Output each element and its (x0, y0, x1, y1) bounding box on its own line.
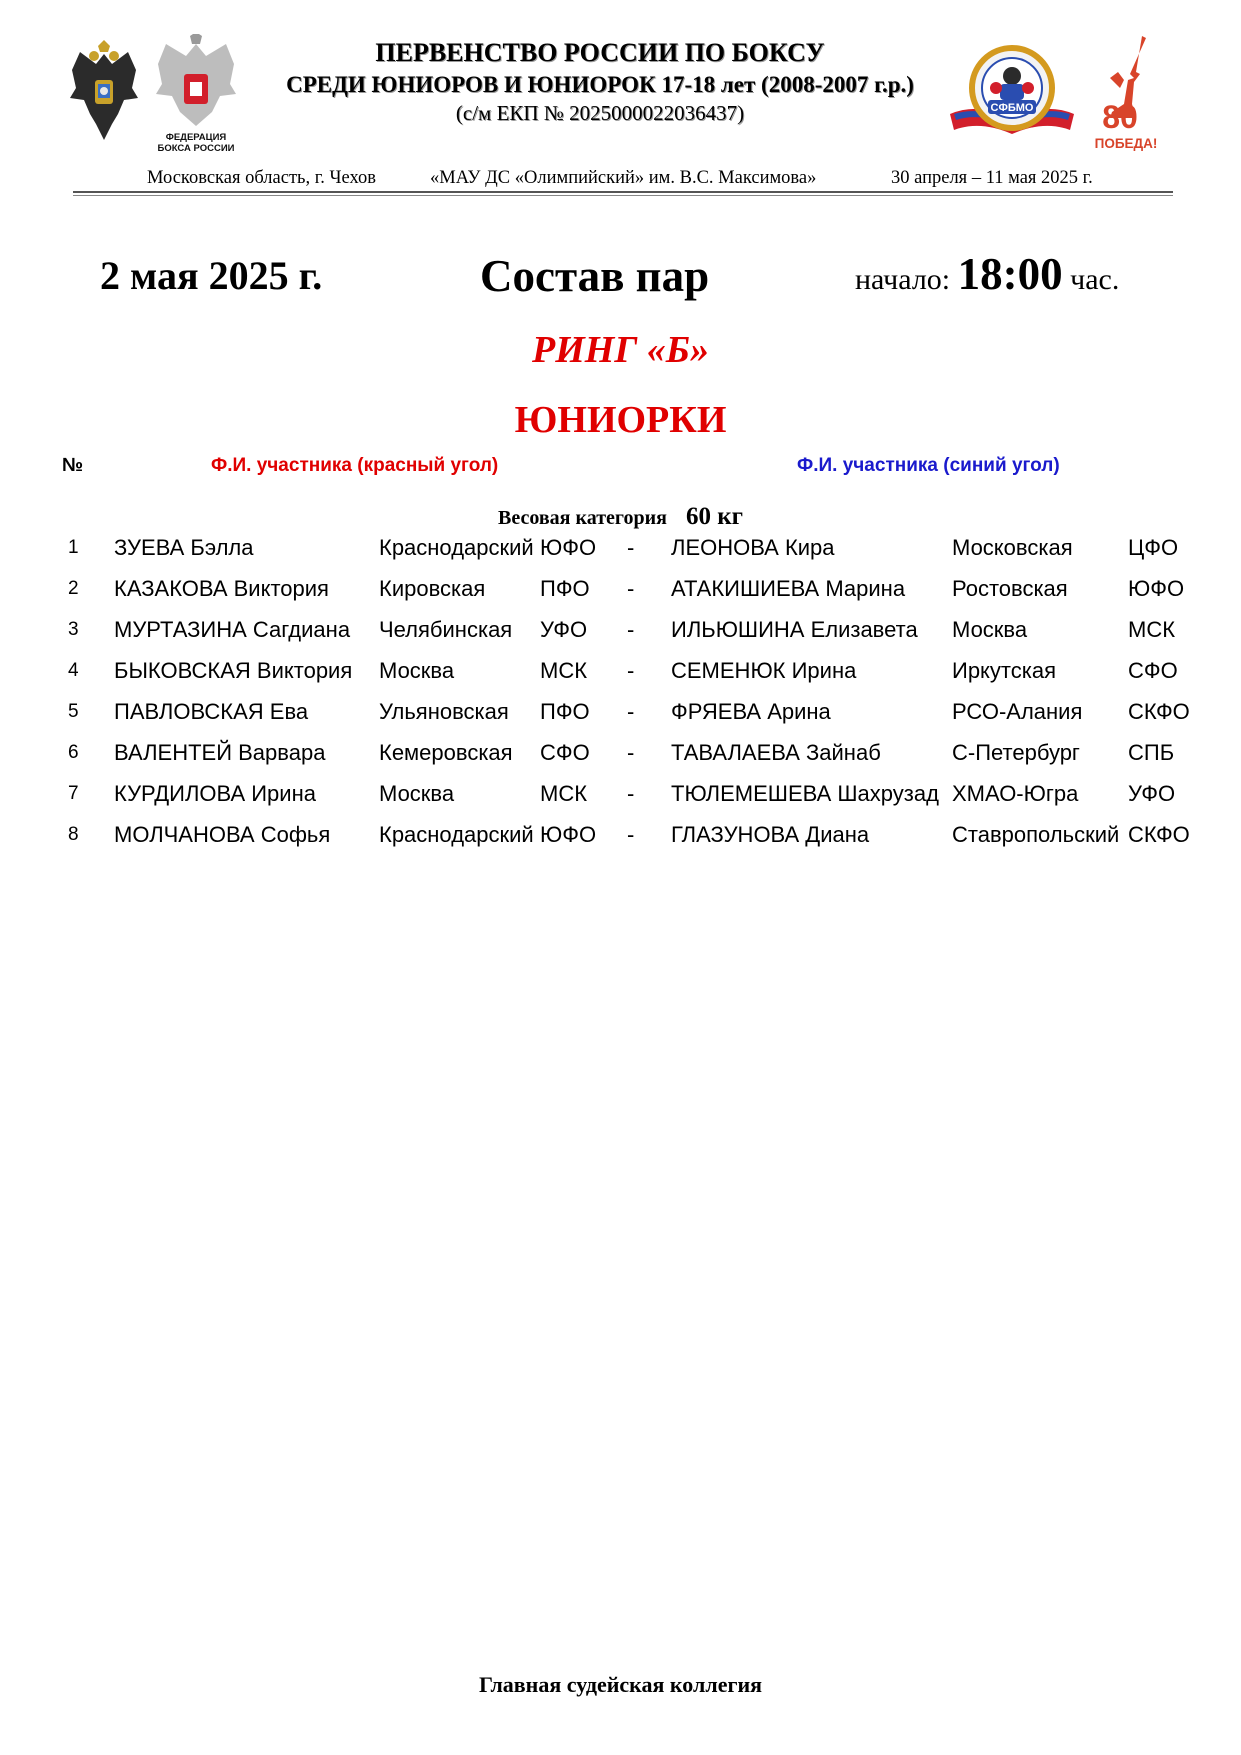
red-corner-name: ЗУЕВА Бэлла (114, 535, 254, 560)
bout-number: 3 (68, 619, 79, 640)
table-row (0, 781, 1241, 822)
boxing-federation-logo (150, 34, 242, 152)
blue-corner-name: ТАВАЛАЕВА Зайнаб (671, 740, 881, 765)
bout-separator: - (627, 617, 635, 642)
red-corner-district: ПФО (540, 576, 590, 601)
red-corner-name: ПАВЛОВСКАЯ Ева (114, 699, 309, 724)
start-time: 18:00 (957, 249, 1063, 299)
table-row (0, 576, 1241, 617)
blue-corner-name: ТЮЛЕМЕШЕВА Шахрузад (671, 781, 939, 806)
table-row (0, 617, 1241, 658)
double-headed-eagle-icon (66, 40, 142, 144)
blue-corner-region: Ростовская (952, 576, 1068, 601)
blue-corner-name: ИЛЬЮШИНА Елизавета (671, 617, 918, 642)
blue-corner-district: ЦФО (1128, 535, 1179, 560)
blue-corner-district: СФО (1128, 658, 1178, 683)
bout-separator: - (627, 740, 635, 765)
venue-location: Московская область, г. Чехов (147, 168, 377, 188)
blue-corner-region: Ставропольский (952, 822, 1120, 847)
blue-corner-region: Москва (952, 617, 1028, 642)
page-title: Состав пар (480, 251, 710, 301)
header-divider-thin (73, 195, 1173, 196)
red-corner-district: ЮФО (540, 535, 597, 560)
red-corner-region: Москва (379, 781, 455, 806)
bout-number: 8 (68, 824, 79, 845)
blue-corner-region: Московская (952, 535, 1073, 560)
event-title: ПЕРВЕНСТВО РОССИИ ПО БОКСУ (375, 38, 825, 67)
bout-number: 1 (68, 537, 79, 558)
bout-separator: - (627, 576, 635, 601)
blue-corner-district: УФО (1128, 781, 1176, 806)
red-corner-district: МСК (540, 781, 588, 806)
bout-number: 2 (68, 578, 79, 599)
red-corner-district: ЮФО (540, 822, 597, 847)
red-corner-district: УФО (540, 617, 588, 642)
bout-separator: - (627, 535, 635, 560)
table-row (0, 658, 1241, 699)
red-corner-name: БЫКОВСКАЯ Виктория (114, 658, 353, 683)
ring-label: РИНГ «Б» (532, 329, 709, 371)
venue-arena: «МАУ ДС «Олимпийский» им. В.С. Максимова» (430, 168, 817, 188)
bout-number: 6 (68, 742, 79, 763)
coat-of-arms-logo (66, 40, 142, 144)
motherland-statue-icon (1090, 34, 1162, 152)
column-header-no: № (62, 455, 84, 476)
event-subtitle: СРЕДИ ЮНИОРОВ И ЮНИОРОК 17-18 лет (2008-2007 г.р.) (286, 72, 914, 97)
blue-corner-name: ФРЯЕВА Арина (671, 699, 831, 724)
session-date: 2 мая 2025 г. (100, 253, 323, 298)
footer-signature: Главная судейская коллегия (478, 1672, 763, 1697)
header-divider (73, 191, 1173, 193)
federation-eagle-icon (150, 34, 242, 152)
start-unit: час. (1070, 263, 1120, 296)
red-corner-region: Челябинская (379, 617, 513, 642)
group-label: ЮНИОРКИ (514, 399, 727, 441)
blue-corner-name: СЕМЕНЮК Ирина (671, 658, 857, 683)
victory-label: ПОБЕДА! (1094, 136, 1158, 151)
blue-corner-name: ГЛАЗУНОВА Диана (671, 822, 870, 847)
bout-separator: - (627, 699, 635, 724)
red-corner-region: Москва (379, 658, 455, 683)
weight-category (0, 503, 1241, 531)
blue-corner-region: ХМАО-Югра (952, 781, 1079, 806)
red-corner-region: Кировская (379, 576, 486, 601)
red-corner-district: СФО (540, 740, 590, 765)
table-row (0, 699, 1241, 740)
red-corner-name: МОЛЧАНОВА Софья (114, 822, 331, 847)
table-row (0, 822, 1241, 863)
red-corner-district: ПФО (540, 699, 590, 724)
sfbmo-label: СФБМО (990, 102, 1034, 114)
blue-corner-name: АТАКИШИЕВА Марина (671, 576, 906, 601)
bout-separator: - (627, 658, 635, 683)
victory-80-logo (1090, 34, 1162, 152)
red-corner-region: Ульяновская (379, 699, 509, 724)
blue-corner-district: МСК (1128, 617, 1176, 642)
red-corner-name: КАЗАКОВА Виктория (114, 576, 329, 601)
red-corner-name: МУРТАЗИНА Сагдиана (114, 617, 351, 642)
column-header-red-corner: Ф.И. участника (красный угол) (211, 455, 499, 476)
bout-number: 5 (68, 701, 79, 722)
federation-label-1: ФЕДЕРАЦИЯ (165, 132, 227, 143)
red-corner-name: ВАЛЕНТЕЙ Варвара (114, 740, 326, 765)
red-corner-region: Краснодарский (379, 535, 534, 560)
red-corner-district: МСК (540, 658, 588, 683)
venue-dates: 30 апреля – 11 мая 2025 г. (891, 168, 1093, 188)
blue-corner-district: СКФО (1128, 822, 1190, 847)
bout-number: 7 (68, 783, 79, 804)
blue-corner-name: ЛЕОНОВА Кира (671, 535, 835, 560)
blue-corner-region: РСО-Алания (952, 699, 1083, 724)
red-corner-region: Краснодарский (379, 822, 534, 847)
table-row (0, 740, 1241, 781)
table-row (0, 535, 1241, 576)
federation-label-2: БОКСА РОССИИ (157, 143, 235, 152)
weight-category-value: 60 кг (685, 503, 743, 530)
red-corner-region: Кемеровская (379, 740, 513, 765)
weight-category-label: Весовая категория (498, 507, 667, 529)
bout-number: 4 (68, 660, 79, 681)
blue-corner-district: СКФО (1128, 699, 1190, 724)
ekp-number: (с/м ЕКП № 2025000022036437) (455, 101, 745, 125)
red-corner-name: КУРДИЛОВА Ирина (114, 781, 316, 806)
bout-separator: - (627, 781, 635, 806)
victory-number: 80 (1102, 99, 1138, 135)
start-time-block (855, 248, 1119, 300)
bout-separator: - (627, 822, 635, 847)
start-label: начало: (855, 263, 951, 296)
blue-corner-district: СПБ (1128, 740, 1175, 765)
column-header-blue-corner: Ф.И. участника (синий угол) (797, 455, 1060, 476)
blue-corner-region: С-Петербург (952, 740, 1080, 765)
blue-corner-district: ЮФО (1128, 576, 1185, 601)
blue-corner-region: Иркутская (952, 658, 1057, 683)
